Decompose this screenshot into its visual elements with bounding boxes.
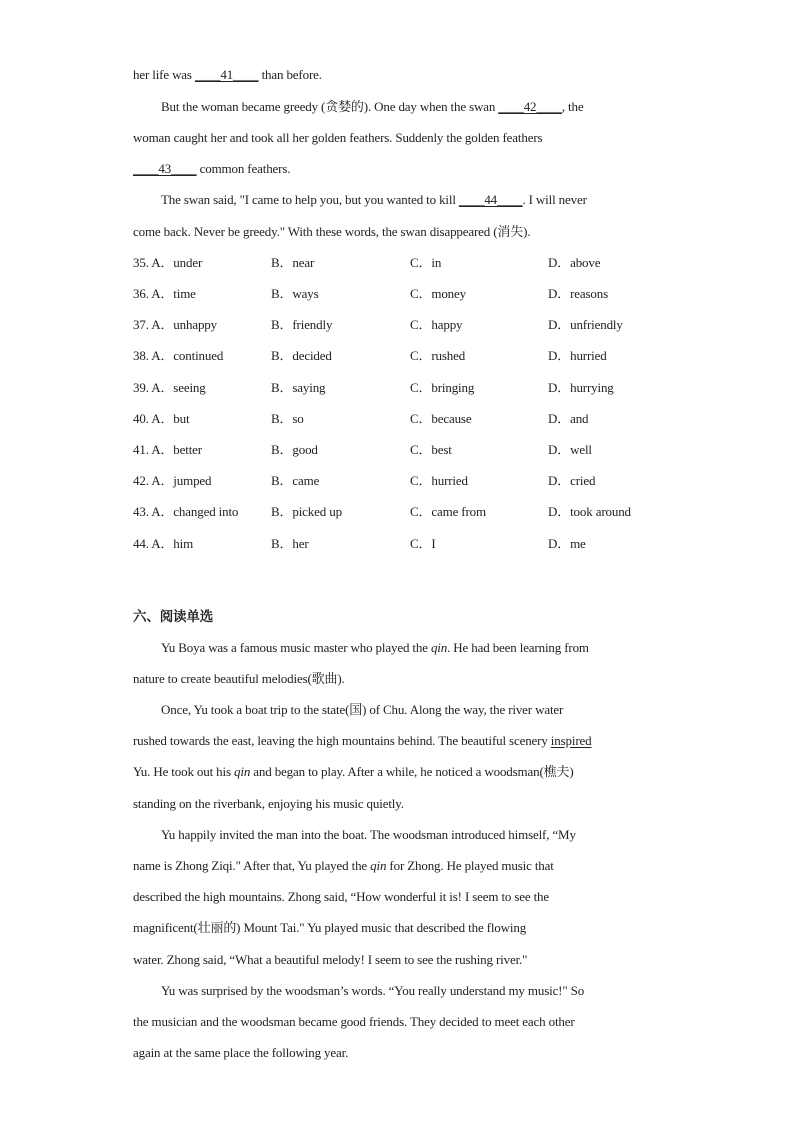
passage-line: Yu happily invited the man into the boat. The woodsman introduced himself, “My [161,827,576,842]
question-option-a[interactable]: 38. A．continued [133,348,224,363]
qin-term: qin [370,858,387,873]
question-option-b[interactable]: B．came [271,473,320,488]
blank-44: ____44____ [458,192,523,207]
question-option-a[interactable]: 40. A．but [133,411,190,426]
passage-line: nature to create beautiful melodies(歌曲). [133,671,345,686]
passage-line: name is Zhong Ziqi." After that, Yu played the qin for Zhong. He played music that [133,858,554,873]
passage-line: Yu. He took out his qin and began to play. After a while, he noticed a woodsman(樵夫) [133,764,574,779]
question-option-c[interactable]: C．hurried [410,473,468,488]
passage-line: Yu Boya was a famous music master who played the qin. He had been learning from [161,640,589,655]
question-number: 39. [133,380,149,395]
blank-43: ____43____ [133,161,197,176]
question-option-c[interactable]: C．best [410,442,452,457]
question-option-a[interactable]: 39. A．seeing [133,380,206,395]
passage-line: magnificent(壮丽的) Mount Tai." Yu played music that described the flowing [133,920,527,935]
question-option-a[interactable]: 44. A．him [133,536,194,551]
question-option-a[interactable]: 42. A．jumped [133,473,212,488]
passage-line: woman caught her and took all her golden feathers. Suddenly the golden feathers [133,130,543,145]
question-option-b[interactable]: B．friendly [271,317,333,332]
passage-line: come back. Never be greedy." With these words, the swan disappeared (消失). [133,224,531,239]
question-number: 36. [133,286,149,301]
question-option-d[interactable]: D．unfriendly [548,317,623,332]
question-option-c[interactable]: C．came from [410,504,486,519]
question-option-b[interactable]: B．picked up [271,504,342,519]
question-number: 38. [133,348,149,363]
question-option-a[interactable]: 36. A．time [133,286,196,301]
question-option-d[interactable]: D．hurrying [548,380,614,395]
question-option-c[interactable]: C．bringing [410,380,475,395]
question-option-c[interactable]: C．money [410,286,467,301]
question-number: 44. [133,536,149,551]
question-number: 43. [133,504,149,519]
text: , the [561,99,584,114]
blank-42: ____42____ [498,99,562,114]
question-option-b[interactable]: B．ways [271,286,319,301]
question-option-c[interactable]: C．I [410,536,436,551]
passage-line: rushed towards the east, leaving the high mountains behind. The beautiful scenery inspired [133,733,592,748]
passage-line: Yu was surprised by the woodsman’s words. “You really understand my music!" So [161,983,585,998]
passage-line: standing on the riverbank, enjoying his music quietly. [133,796,404,811]
passage-line: again at the same place the following year. [133,1045,349,1060]
passage-line [133,98,583,116]
qin-term: qin [234,764,251,779]
question-number: 42. [133,473,149,488]
question-option-b[interactable]: B．her [271,536,309,551]
underlined-word: inspired [550,733,592,748]
question-number: 41. [133,442,149,457]
question-option-d[interactable]: D．took around [548,504,631,519]
question-option-d[interactable]: D．me [548,536,586,551]
question-option-d[interactable]: D．above [548,255,601,270]
question-option-b[interactable]: B．decided [271,348,332,363]
question-option-b[interactable]: B．saying [271,380,326,395]
blank-41: ____41____ [194,67,259,82]
passage-line [133,160,290,178]
text: But the woman became greedy (贪婪的). One day when the swan [161,99,499,114]
passage-line: water. Zhong said, “What a beautiful melody! I seem to see the rushing river." [133,952,528,967]
passage-line: the musician and the woodsman became good friends. They decided to meet each other [133,1014,575,1029]
question-option-b[interactable]: B．good [271,442,318,457]
question-option-c[interactable]: C．happy [410,317,463,332]
question-option-a[interactable]: 43. A．changed into [133,504,239,519]
passage-line [133,66,322,84]
question-option-a[interactable]: 35. A．under [133,255,203,270]
section-heading: 六、阅读单选 [133,609,214,625]
question-option-d[interactable]: D．and [548,411,589,426]
question-number: 35. [133,255,149,270]
text: . I will never [522,192,587,207]
passage-line: Once, Yu took a boat trip to the state(国) of Chu. Along the way, the river water [161,702,564,717]
question-option-a[interactable]: 37. A．unhappy [133,317,218,332]
question-option-d[interactable]: D．hurried [548,348,607,363]
question-option-d[interactable]: D．well [548,442,592,457]
question-option-b[interactable]: B．near [271,255,315,270]
question-option-c[interactable]: C．because [410,411,472,426]
text: common feathers. [196,161,291,176]
text: The swan said, "I came to help you, but you wanted to kill [161,192,459,207]
passage-line: described the high mountains. Zhong said, “How wonderful it is! I seem to see the [133,889,550,904]
question-number: 37. [133,317,149,332]
text: than before. [258,67,322,82]
question-option-d[interactable]: D．reasons [548,286,609,301]
qin-term: qin [430,640,448,655]
text: her life was [133,67,195,82]
question-option-c[interactable]: C．rushed [410,348,466,363]
question-option-a[interactable]: 41. A．better [133,442,202,457]
question-option-c[interactable]: C．in [410,255,442,270]
question-number: 40. [133,411,149,426]
passage-line [133,191,587,209]
question-option-d[interactable]: D．cried [548,473,596,488]
question-option-b[interactable]: B．so [271,411,304,426]
